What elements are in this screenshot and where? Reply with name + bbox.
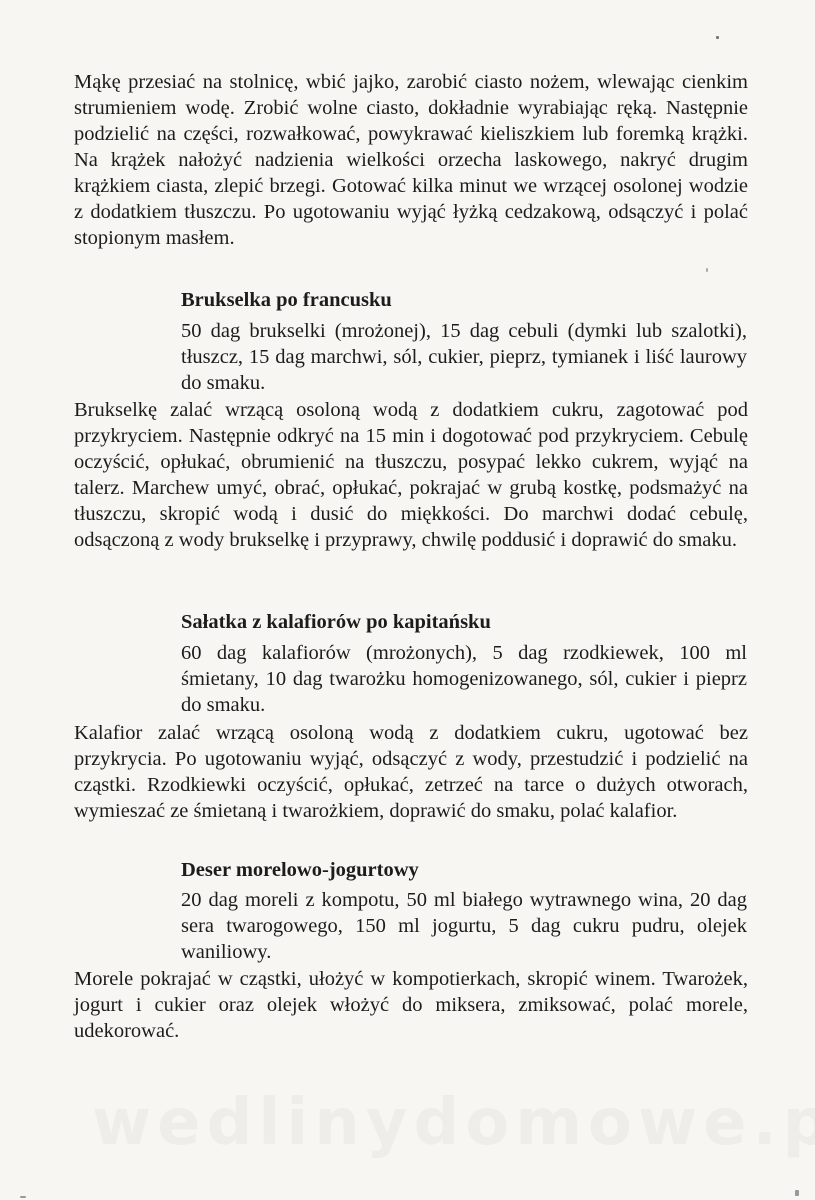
scan-speck xyxy=(706,268,708,272)
recipe-title: Deser morelowo-jogurtowy xyxy=(181,859,419,881)
intro-paragraph: Mąkę przesiać na stolnicę, wbić jajko, zarobić ciasto nożem, wlewając cienkim strumieniem wodę. Zrobić wolne ciasto, dokładnie wyrabiając ręką. Następnie podzielić na części, rozwałkować, powykrawać kieliszkiem lub foremką krążki. Na krążek nałożyć nadzienia wielkości orzecha laskowego, nakryć drugim krążkiem ciasta, zlepić brzegi. Gotować kilka minut we wrzącej osolonej wodzie z dodatkiem tłuszczu. Po ugotowaniu wyjąć łyżką cedzakową, odsączyć i polać stopionym masłem. xyxy=(74,71,748,249)
recipe-ingredients: 20 dag moreli z kompotu, 50 ml białego wytrawnego wina, 20 dag sera twarogowego, 150 ml jogurtu, 5 dag cukru pudru, olejek waniliowy. xyxy=(181,889,747,963)
recipe-title: Brukselka po francusku xyxy=(181,289,392,311)
recipe-title: Sałatka z kalafiorów po kapitańsku xyxy=(181,611,491,633)
scan-speck xyxy=(716,36,719,39)
recipe-instructions: Morele pokrajać w cząstki, ułożyć w kompotierkach, skropić winem. Twarożek, jogurt i cukier oraz olejek włożyć do miksera, zmiksować, polać morele, udekorować. xyxy=(74,968,748,1042)
recipe-ingredients: 60 dag kalafiorów (mrożonych), 5 dag rzodkiewek, 100 ml śmietany, 10 dag twarożku homogenizowanego, sól, cukier i pieprz do smaku. xyxy=(181,642,747,716)
scan-speck xyxy=(20,1196,26,1198)
watermark xyxy=(92,1086,732,1160)
scan-speck xyxy=(795,1190,799,1196)
recipe-ingredients: 50 dag brukselki (mrożonej), 15 dag cebuli (dymki lub szalotki), tłuszcz, 15 dag marchwi, sól, cukier, pieprz, tymianek i liść laurowy do smaku. xyxy=(181,320,747,394)
recipe-instructions: Brukselkę zalać wrzącą osoloną wodą z dodatkiem cukru, zagotować pod przykryciem. Następnie odkryć na 15 min i dogotować pod przykryciem. Cebulę oczyścić, opłukać, obrumienić na tłuszczu, posypać lekko cukrem, wyjąć na talerz. Marchew umyć, obrać, opłukać, pokrajać w grubą kostkę, podsmażyć na tłuszczu, skropić wodą i dusić do miękkości. Do marchwi dodać cebulę, odsączoną z wody brukselkę i przyprawy, chwilę poddusić i doprawić do smaku. xyxy=(74,399,748,551)
recipe-instructions: Kalafior zalać wrzącą osoloną wodą z dodatkiem cukru, ugotować bez przykrycia. Po ugotowaniu wyjąć, odsączyć z wody, przestudzić i podzielić na cząstki. Rzodkiewki oczyścić, opłukać, zetrzeć na tarce o dużych otworach, wymieszać ze śmietaną i twarożkiem, doprawić do smaku, polać kalafior. xyxy=(74,722,748,822)
